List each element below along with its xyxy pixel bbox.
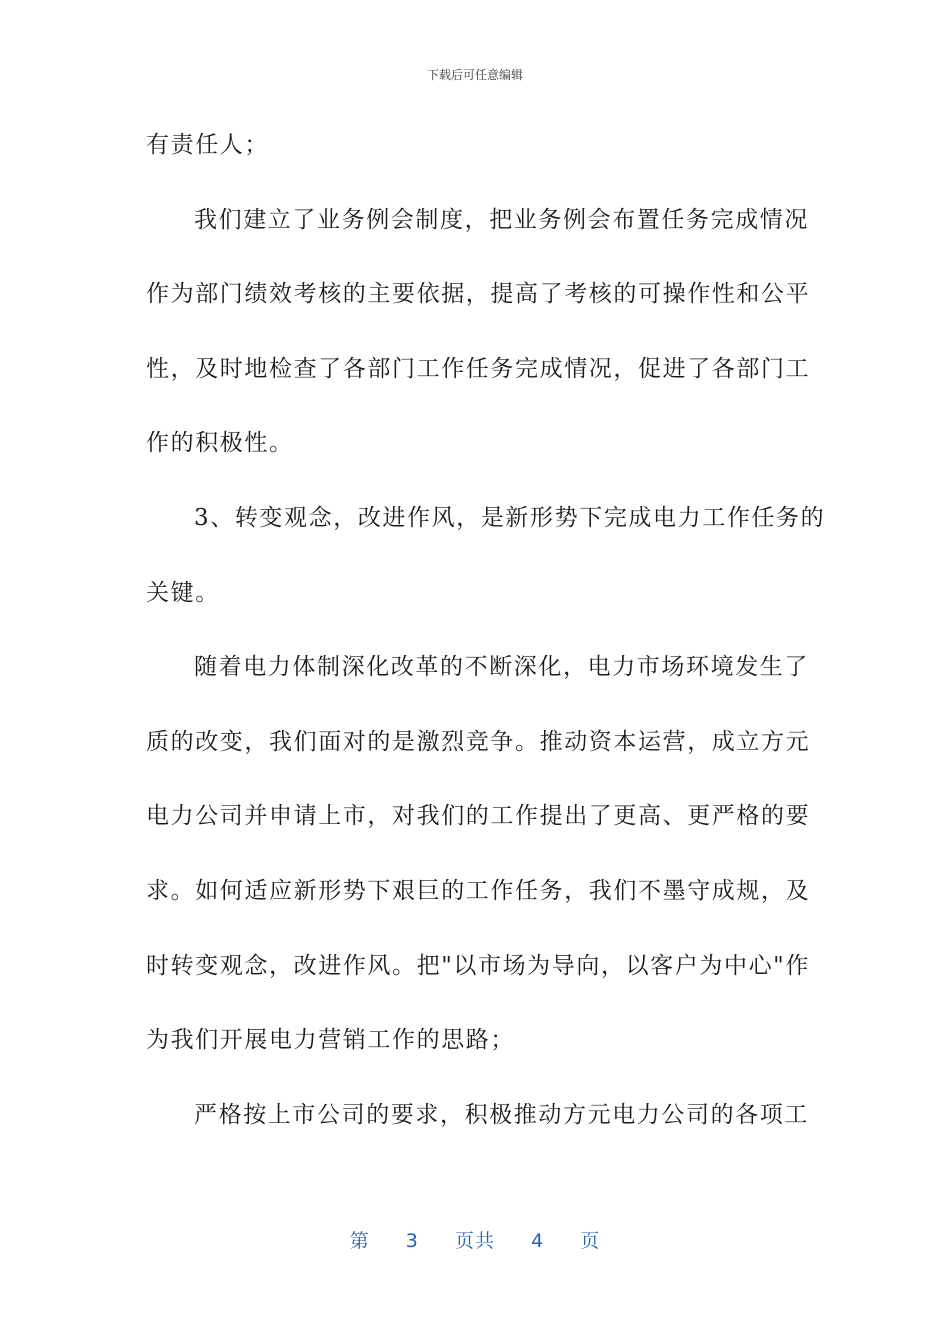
text-line: 我们建立了业务例会制度，把业务例会布置任务完成情况 <box>194 206 809 233</box>
text-line: 求。如何适应新形势下艰巨的工作任务，我们不墨守成规，及 <box>146 877 811 904</box>
text-line: 关键。 <box>146 579 220 606</box>
text-line: 为我们开展电力营销工作的思路； <box>146 1027 515 1054</box>
current-page-number: 3 <box>405 1230 419 1252</box>
text-line: 电力公司并申请上市，对我们的工作提出了更高、更严格的要 <box>146 803 811 830</box>
text-line: 作的积极性。 <box>146 430 294 457</box>
text-line: 随着电力体制深化改革的不断深化，电力市场环境发生了 <box>194 654 809 681</box>
footer-prefix: 第 <box>349 1230 370 1252</box>
text-line: 时转变观念，改进作风。把"以市场为导向，以客户为中心"作 <box>146 952 810 979</box>
footer-middle: 页共 <box>454 1230 495 1252</box>
header-note: 下载后可任意编辑 <box>426 68 523 82</box>
text-line: 作为部门绩效考核的主要依据，提高了考核的可操作性和公平 <box>146 281 811 308</box>
text-line: 严格按上市公司的要求，积极推动方元电力公司的各项工 <box>194 1101 809 1128</box>
page-footer <box>0 1226 950 1253</box>
text-line: 性，及时地检查了各部门工作任务完成情况，促进了各部门工 <box>146 355 811 382</box>
text-line: 3、转变观念，改进作风，是新形势下完成电力工作任务的 <box>194 504 826 531</box>
total-pages-number: 4 <box>531 1230 545 1252</box>
document-body <box>146 120 826 1164</box>
text-line: 有责任人； <box>146 132 269 158</box>
footer-suffix: 页 <box>580 1230 601 1252</box>
text-line: 质的改变，我们面对的是激烈竞争。推动资本运营，成立方元 <box>146 728 811 755</box>
